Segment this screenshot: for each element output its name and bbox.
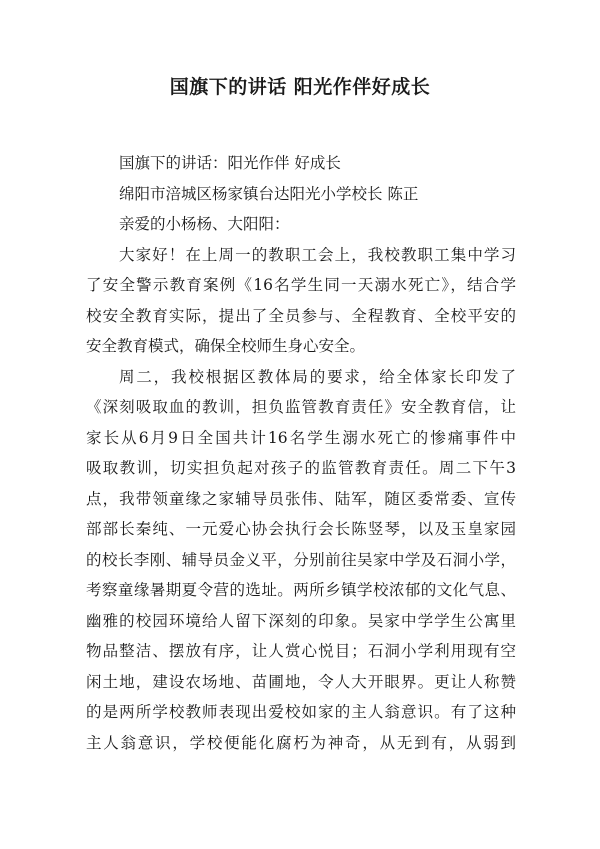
text-line: 考察童缘暑期夏令营的选址。两所乡镇学校浓郁的文化气息、 xyxy=(86,581,516,599)
text-line: 物品整洁、摆放有序，让人赏心悦目；石洞小学利用现有空 xyxy=(86,642,516,660)
text-line: 校安全教育实际，提出了全员参与、全程教育、全校平安的 xyxy=(86,306,516,325)
text-line: 的校长李刚、辅导员金义平，分别前往吴家中学及石洞小学， xyxy=(86,550,516,569)
text-line: 绵阳市涪城区杨家镇台达阳光小学校长 陈正 xyxy=(119,184,419,203)
text-line: 家长从6月9日全国共计16名学生溺水死亡的惨痛事件中 xyxy=(86,428,516,447)
document-title: 国旗下的讲话 阳光作伴好成长 xyxy=(169,76,431,98)
text-line: 了安全警示教育案例《16名学生同一天溺水死亡》，结合学 xyxy=(86,276,516,294)
text-line: 周二，我校根据区教体局的要求，给全体家长印发了 xyxy=(119,367,516,386)
text-line: 闲土地，建设农场地、苗圃地，令人大开眼界。更让人称赞 xyxy=(86,672,516,691)
text-line: 的是两所学校教师表现出爱校如家的主人翁意识。有了这种 xyxy=(86,703,516,721)
text-line: 亲爱的小杨杨、大阳阳： xyxy=(119,215,290,233)
text-line: 大家好！在上周一的教职工会上，我校教职工集中学习 xyxy=(119,245,516,264)
text-line: 点，我带领童缘之家辅导员张伟、陆军，随区委常委、宣传 xyxy=(86,489,516,508)
text-line: 主人翁意识，学校便能化腐朽为神奇，从无到有，从弱到 xyxy=(86,733,516,752)
text-line: 国旗下的讲话：阳光作伴 好成长 xyxy=(119,154,341,172)
document-body xyxy=(86,148,516,758)
text-line: 幽雅的校园环境给人留下深刻的印象。吴家中学学生公寓里 xyxy=(86,611,516,630)
text-line: 《深刻吸取血的教训，担负监管教育责任》安全教育信，让 xyxy=(86,398,516,416)
text-line: 安全教育模式，确保全校师生身心安全。 xyxy=(86,337,366,355)
text-line: 吸取教训，切实担负起对孩子的监管教育责任。周二下午3 xyxy=(86,459,516,477)
text-line: 部部长秦纯、一元爱心协会执行会长陈竖琴，以及玉皇家园 xyxy=(86,520,516,538)
